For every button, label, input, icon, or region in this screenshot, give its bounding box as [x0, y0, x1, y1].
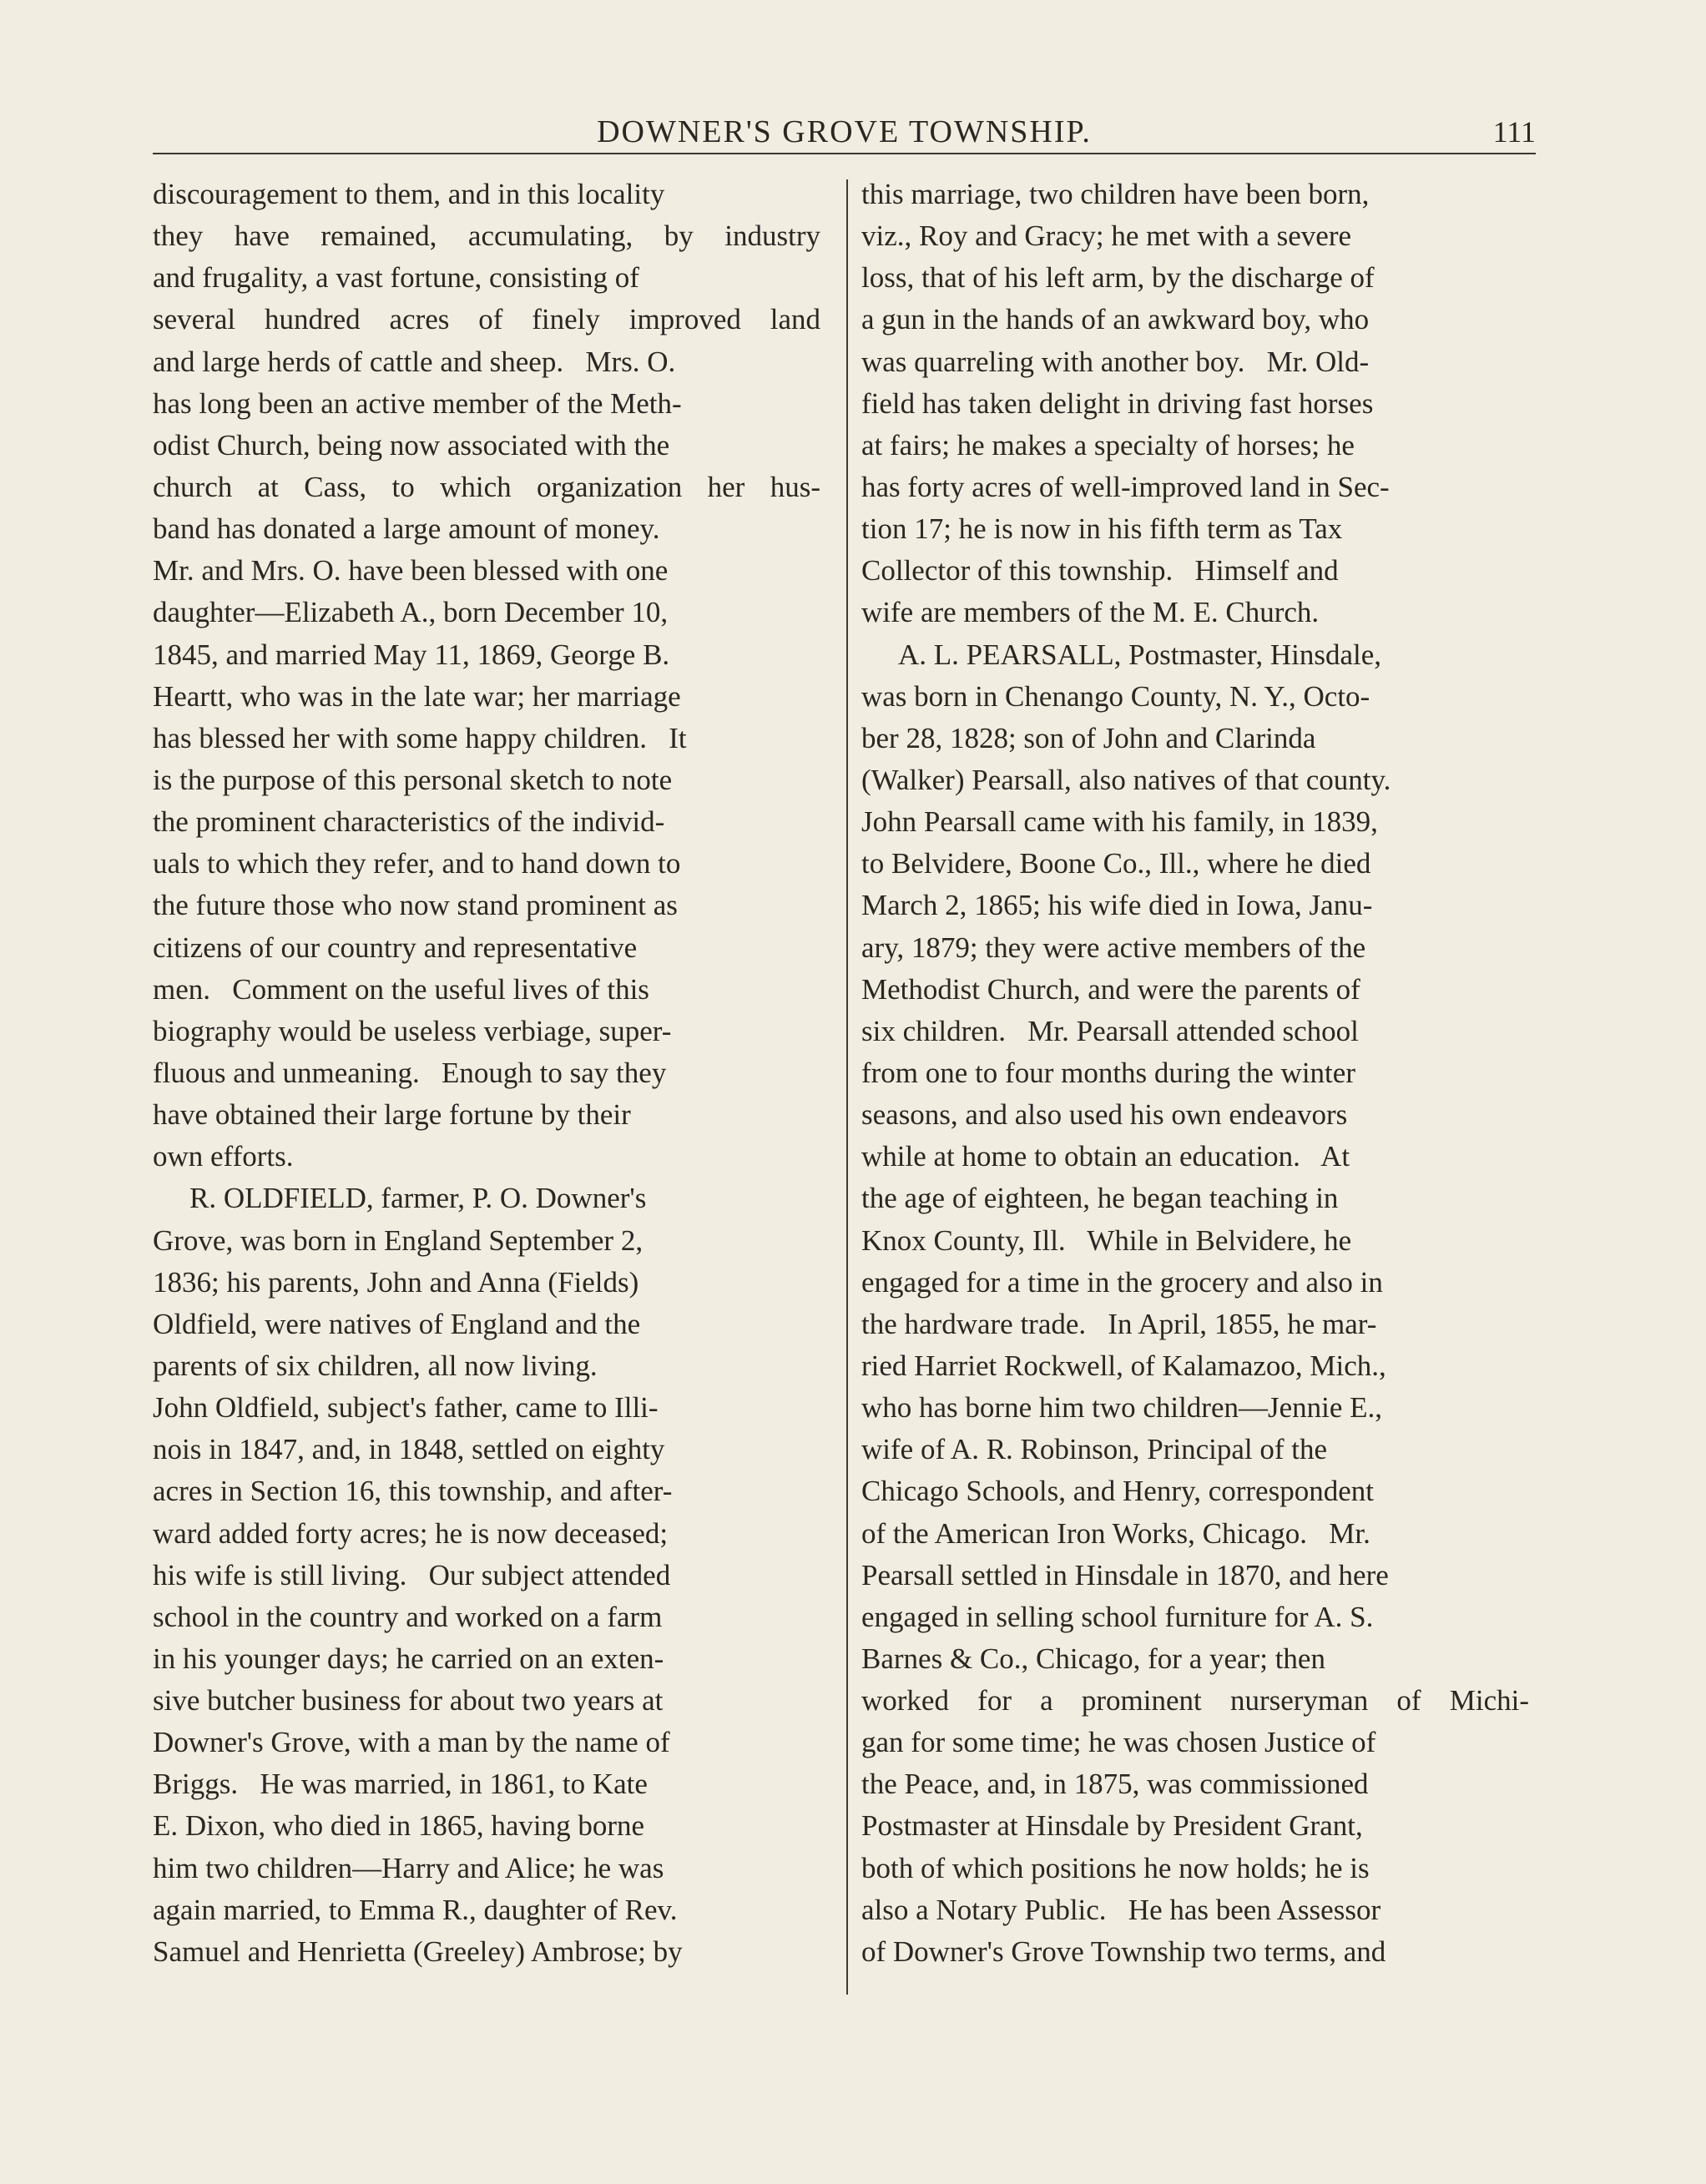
text-line: odist Church, being now associated with the — [153, 428, 670, 462]
text-line: the age of eighteen, he began teaching in — [861, 1182, 1339, 1215]
text-line: John Oldfield, subject's father, came to Illi- — [153, 1391, 659, 1425]
text-line: Postmaster at Hinsdale by President Grant, — [861, 1809, 1363, 1843]
text-line: E. Dixon, who died in 1865, having borne — [153, 1809, 645, 1843]
text-line: Grove, was born in England September 2, — [153, 1223, 644, 1257]
text-line: engaged in selling school furniture for A. S. — [861, 1600, 1374, 1633]
text-line: at fairs; he makes a specialty of horses; he — [861, 428, 1355, 462]
text-line: worked for a prominent nurseryman of Michi- — [861, 1684, 1529, 1717]
text-line: ried Harriet Rockwell, of Kalamazoo, Mich., — [861, 1349, 1386, 1382]
text-line: in his younger days; he carried on an exten- — [153, 1642, 664, 1675]
text-line: to Belvidere, Boone Co., Ill., where he died — [861, 847, 1371, 880]
text-line: and frugality, a vast fortune, consisting of — [153, 261, 639, 295]
text-line: his wife is still living. Our subject attended — [153, 1558, 671, 1591]
text-line: school in the country and worked on a farm — [153, 1600, 663, 1633]
text-line: church at Cass, to which organization her hus- — [153, 470, 820, 503]
text-line: discouragement to them, and in this locality — [153, 178, 665, 210]
text-line: Oldfield, were natives of England and the — [153, 1307, 641, 1340]
text-line: Collector of this township. Himself and — [861, 554, 1339, 588]
text-line: seasons, and also used his own endeavors — [861, 1098, 1348, 1132]
text-line: engaged for a time in the grocery and also in — [861, 1265, 1383, 1299]
text-line: ary, 1879; they were active members of the — [861, 931, 1366, 964]
text-line: the future those who now stand prominent as — [153, 889, 678, 922]
text-line: Chicago Schools, and Henry, correspondent — [861, 1475, 1374, 1508]
text-line: has blessed her with some happy children. It — [153, 721, 687, 754]
text-line: A. L. PEARSALL, Postmaster, Hinsdale, — [898, 638, 1381, 671]
text-line: Methodist Church, and were the parents of — [861, 972, 1360, 1006]
text-line: sive butcher business for about two years at — [153, 1684, 664, 1717]
text-line: several hundred acres of finely improved land — [153, 303, 820, 336]
text-line: a gun in the hands of an awkward boy, who — [861, 303, 1370, 336]
text-line: of the American Iron Works, Chicago. Mr. — [861, 1516, 1370, 1550]
text-line: daughter—Elizabeth A., born December 10, — [153, 596, 669, 629]
text-line: nois in 1847, and, in 1848, settled on eighty — [153, 1433, 665, 1466]
text-line: who has borne him two children—Jennie E., — [861, 1391, 1383, 1425]
text-line: is the purpose of this personal sketch to note — [153, 763, 673, 796]
text-line: was quarreling with another boy. Mr. Old- — [861, 345, 1370, 378]
text-line: parents of six children, all now living. — [153, 1349, 598, 1382]
text-line: tion 17; he is now in his fifth term as Tax — [861, 512, 1343, 546]
text-line: biography would be useless verbiage, super- — [153, 1014, 672, 1047]
text-line: the prominent characteristics of the individ- — [153, 805, 665, 839]
text-line: uals to which they refer, and to hand down to — [153, 847, 681, 880]
column-divider — [846, 179, 848, 1995]
text-line: men. Comment on the useful lives of this — [153, 972, 649, 1006]
left-text-column — [153, 174, 820, 1973]
text-line: again married, to Emma R., daughter of Rev. — [153, 1893, 678, 1926]
text-line: March 2, 1865; his wife died in Iowa, Janu- — [861, 889, 1373, 922]
text-line: him two children—Harry and Alice; he was — [153, 1851, 664, 1884]
text-line: has forty acres of well-improved land in Sec- — [861, 470, 1390, 503]
text-line: six children. Mr. Pearsall attended school — [861, 1014, 1359, 1047]
text-line: they have remained, accumulating, by industry — [153, 219, 820, 253]
text-line: loss, that of his left arm, by the discharge of — [861, 261, 1375, 295]
text-line: viz., Roy and Gracy; he met with a severe — [861, 219, 1352, 253]
right-text-column — [861, 174, 1529, 1973]
text-line: has long been an active member of the Meth- — [153, 386, 682, 420]
text-line: the Peace, and, in 1875, was commissioned — [861, 1768, 1369, 1801]
text-line: Downer's Grove, with a man by the name of — [153, 1726, 670, 1759]
text-line: while at home to obtain an education. At — [861, 1140, 1350, 1173]
text-line: also a Notary Public. He has been Assessor — [861, 1893, 1381, 1926]
text-line: R. OLDFIELD, farmer, P. O. Downer's — [189, 1182, 647, 1215]
running-title: DOWNER'S GROVE TOWNSHIP. — [597, 114, 1092, 149]
text-line: the hardware trade. In April, 1855, he mar- — [861, 1307, 1377, 1340]
text-line: Barnes & Co., Chicago, for a year; then — [861, 1642, 1325, 1675]
text-line: Knox County, Ill. While in Belvidere, he — [861, 1223, 1352, 1257]
text-line: Pearsall settled in Hinsdale in 1870, and here — [861, 1558, 1389, 1591]
text-line: Samuel and Henrietta (Greeley) Ambrose; by — [153, 1934, 683, 1968]
text-line: ber 28, 1828; son of John and Clarinda — [861, 721, 1316, 754]
text-line: fluous and unmeaning. Enough to say they — [153, 1056, 667, 1089]
text-line: John Pearsall came with his family, in 1839, — [861, 805, 1378, 839]
text-line: was born in Chenango County, N. Y., Octo- — [861, 679, 1370, 713]
text-line: Heartt, who was in the late war; her marriage — [153, 679, 681, 713]
text-line: citizens of our country and representative — [153, 931, 638, 964]
text-line: from one to four months during the winter — [861, 1056, 1355, 1089]
text-line: wife are members of the M. E. Church. — [861, 596, 1320, 629]
text-line: (Walker) Pearsall, also natives of that county. — [861, 763, 1391, 796]
text-line: ward added forty acres; he is now deceased; — [153, 1516, 669, 1550]
page-number: 111 — [1492, 115, 1536, 149]
text-line: have obtained their large fortune by their — [153, 1098, 631, 1132]
text-line: own efforts. — [153, 1140, 294, 1173]
text-line: 1845, and married May 11, 1869, George B. — [153, 638, 670, 671]
text-line: acres in Section 16, this township, and after- — [153, 1475, 673, 1508]
text-line: band has donated a large amount of money. — [153, 512, 660, 546]
text-line: 1836; his parents, John and Anna (Fields) — [153, 1265, 639, 1299]
text-line: Mr. and Mrs. O. have been blessed with one — [153, 554, 669, 588]
text-line: both of which positions he now holds; he is — [861, 1851, 1370, 1884]
text-line: and large herds of cattle and sheep. Mrs. O. — [153, 345, 676, 378]
text-line: this marriage, two children have been born, — [861, 178, 1370, 210]
text-line: field has taken delight in driving fast horses — [861, 386, 1374, 420]
text-line: gan for some time; he was chosen Justice of — [861, 1726, 1376, 1759]
text-line: of Downer's Grove Township two terms, and — [861, 1934, 1386, 1968]
page-header — [153, 111, 1536, 154]
text-line: Briggs. He was married, in 1861, to Kate — [153, 1768, 648, 1801]
text-line: wife of A. R. Robinson, Principal of the — [861, 1433, 1328, 1466]
